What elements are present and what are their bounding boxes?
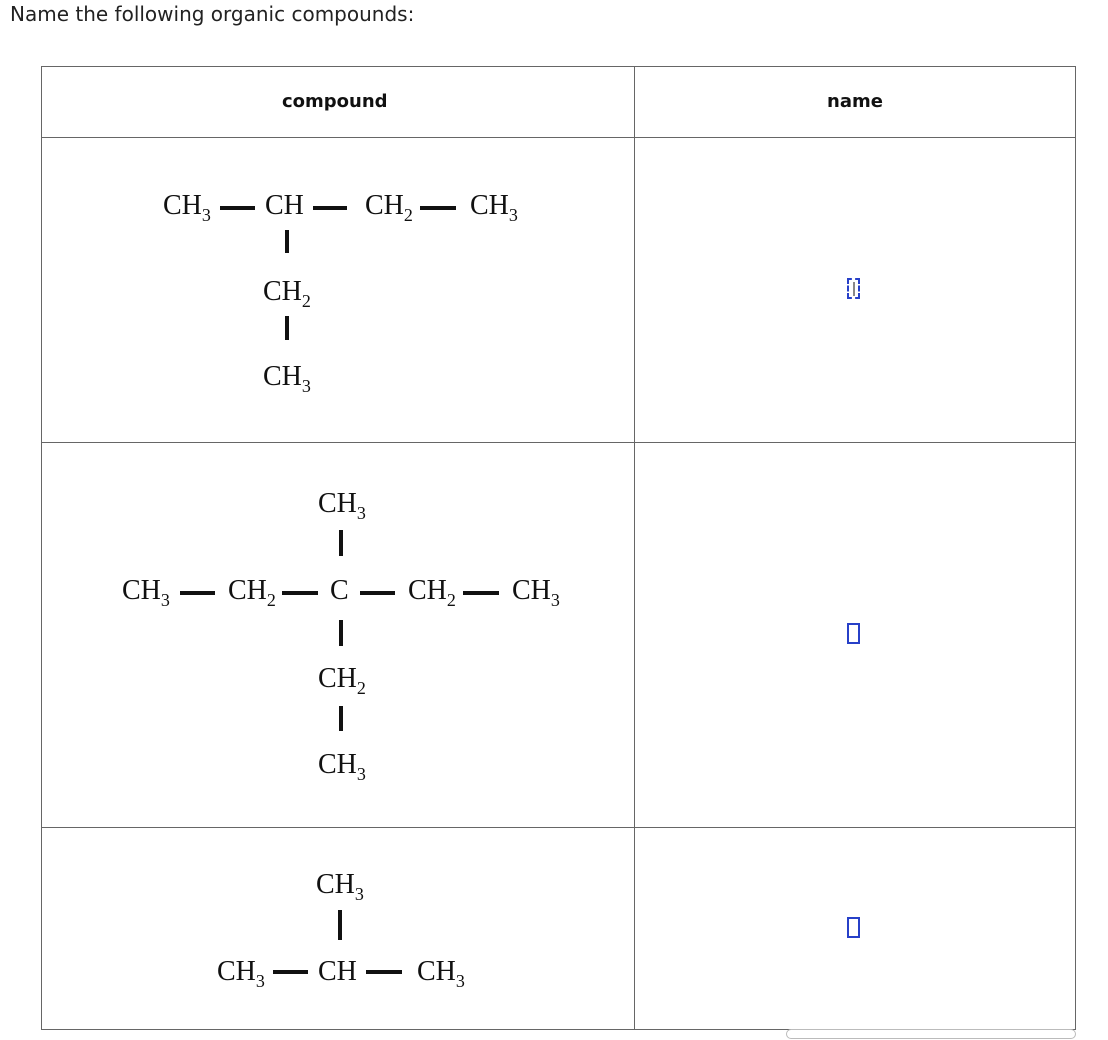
- text-cursor: [853, 282, 855, 296]
- row-divider: [42, 827, 1075, 828]
- group-r2-m3: $CH_2$: [408, 575, 456, 610]
- group-r3-m0: $CH_3$: [217, 956, 265, 991]
- group-r2-b0: $CH_2$: [318, 663, 366, 698]
- horizontal-scrollbar[interactable]: [786, 1029, 1076, 1039]
- compound-column-header: compound: [282, 91, 388, 112]
- group-r1-m1: CH: [265, 190, 304, 221]
- group-r3-u0: $CH_3$: [316, 869, 364, 904]
- answer-input-1[interactable]: [847, 278, 860, 299]
- column-divider: [634, 67, 635, 1029]
- compound-table: [41, 66, 1076, 1030]
- group-r1-m2: $CH_2$: [365, 190, 413, 225]
- group-r3-m1: CH: [318, 956, 357, 987]
- group-r1-b0: $CH_2$: [263, 276, 311, 311]
- group-r2-m1: $CH_2$: [228, 575, 276, 610]
- group-r2-m0: $CH_3$: [122, 575, 170, 610]
- group-r1-m0: $CH_3$: [163, 190, 211, 225]
- answer-input-3[interactable]: [847, 917, 860, 938]
- answer-input-2[interactable]: [847, 623, 860, 644]
- header-divider: [42, 137, 1075, 138]
- name-column-header: name: [827, 91, 883, 112]
- group-r2-u0: $CH_3$: [318, 488, 366, 523]
- group-r1-m3: $CH_3$: [470, 190, 518, 225]
- group-r1-b1: $CH_3$: [263, 361, 311, 396]
- group-r2-b1: $CH_3$: [318, 749, 366, 784]
- group-r3-m2: $CH_3$: [417, 956, 465, 991]
- question-prompt: Name the following organic compounds:: [10, 2, 415, 26]
- group-r2-m2: C: [330, 575, 349, 606]
- group-r2-m4: $CH_3$: [512, 575, 560, 610]
- row-divider: [42, 442, 1075, 443]
